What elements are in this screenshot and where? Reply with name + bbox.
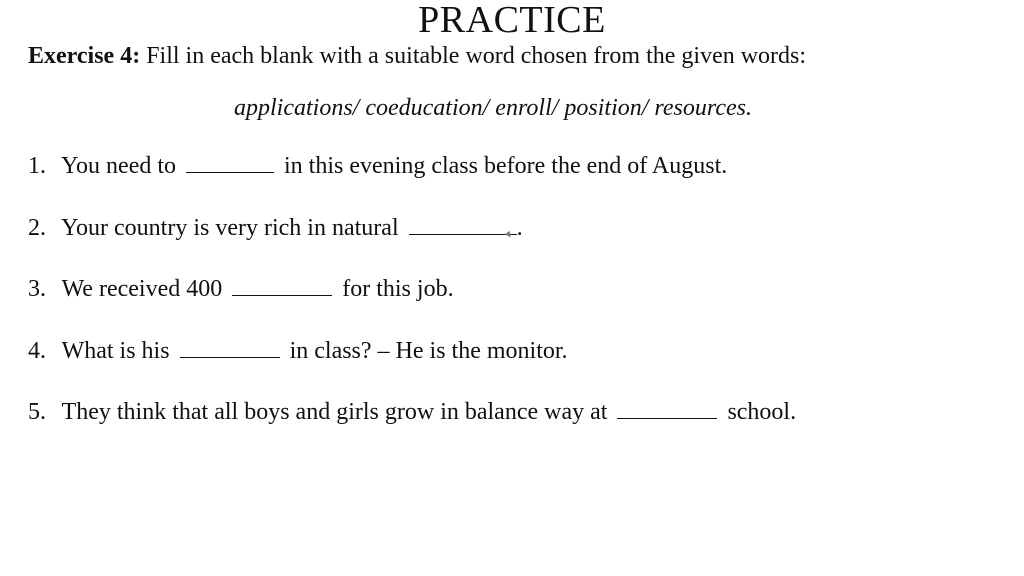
answer-blank[interactable] xyxy=(232,273,332,296)
item-number: 4. xyxy=(28,338,46,364)
exercise-item-3 xyxy=(28,273,454,305)
word-list: applications/ coeducation/ enroll/ position/ resources. xyxy=(234,95,752,121)
exercise-item-5 xyxy=(28,396,796,428)
exercise-item-4 xyxy=(28,335,568,367)
item-text-after: school. xyxy=(727,399,797,425)
exercise-item-1 xyxy=(28,150,727,182)
item-number: 2. xyxy=(28,215,46,241)
item-text-after: . xyxy=(516,215,523,241)
exercise-instruction xyxy=(28,40,806,72)
item-text-before: Your country is very rich in natural xyxy=(61,215,399,241)
answer-blank[interactable] xyxy=(409,212,517,235)
exercise-label: Exercise 4: xyxy=(28,43,141,69)
item-text-after: in class? – He is the monitor. xyxy=(289,338,568,364)
answer-blank[interactable] xyxy=(186,150,274,173)
exercise-item-2 xyxy=(28,212,523,244)
item-text-before: What is his xyxy=(61,338,170,364)
item-text-before: We received 400 xyxy=(61,276,223,302)
item-number: 3. xyxy=(28,276,46,302)
item-number: 5. xyxy=(28,399,46,425)
answer-blank[interactable] xyxy=(617,396,717,419)
item-text-after: in this evening class before the end of August. xyxy=(284,153,728,179)
item-text-after: for this job. xyxy=(342,276,454,302)
instruction-text: Fill in each blank with a suitable word chosen from the given words: xyxy=(146,43,807,69)
page-title: PRACTICE xyxy=(418,0,606,41)
item-text-before: You need to xyxy=(61,153,177,179)
item-text-before: They think that all boys and girls grow in balance way at xyxy=(61,399,608,425)
answer-blank[interactable] xyxy=(180,335,280,358)
item-number: 1. xyxy=(28,153,46,179)
